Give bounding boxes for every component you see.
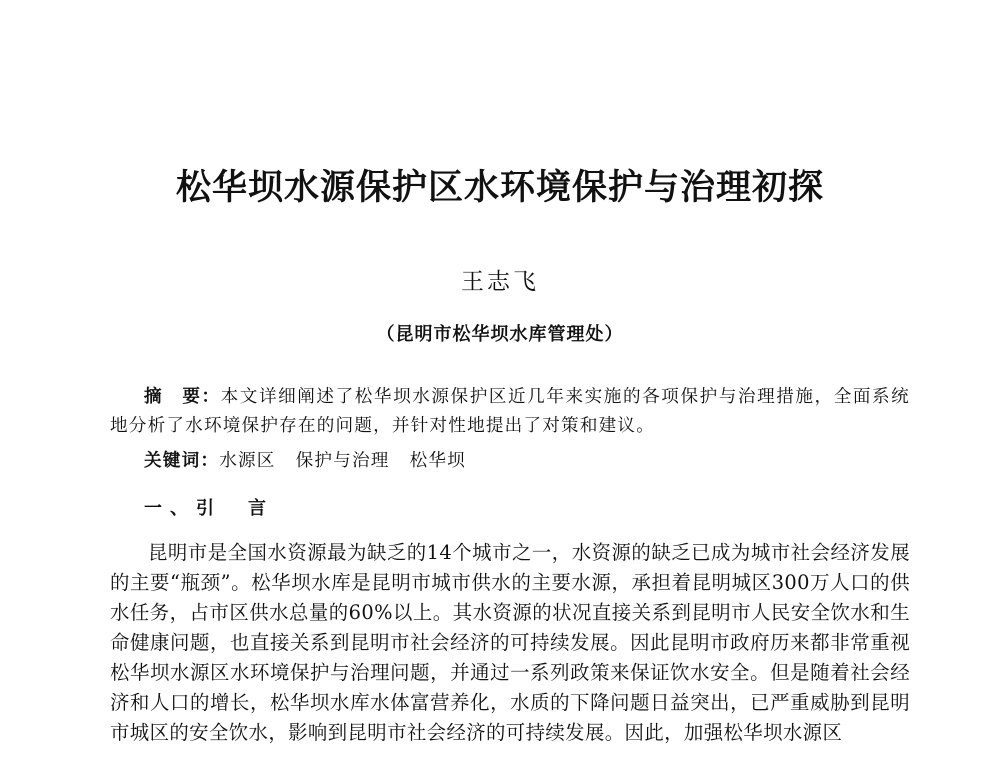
abstract-label: 摘 要： (144, 387, 221, 407)
keywords (144, 447, 486, 472)
section-heading: 一、引 言 (144, 498, 274, 519)
author-affiliation: （昆明市松华坝水库管理处） (376, 324, 624, 345)
paper-title: 松华坝水源保护区水环境保护与治理初探 (175, 167, 824, 208)
abstract-text: 本文详细阐述了松华坝水源保护区近几年来实施的各项保护与治理措施，全面系统地分析了水环境保护存在的问题，并针对性地提出了对策和建议。 (110, 387, 910, 436)
keyword: 保护与治理 (295, 451, 390, 471)
body-paragraph: 昆明市是全国水资源最为缺乏的14个城市之一，水资源的缺乏已成为城市社会经济发展的主要“瓶颈”。松华坝水库是昆明市城市供水的主要水源，承担着昆明城区300万人口的供水任务，占市区供水总量的60%以上。其水资源的状况直接关系到昆明市人民安全饮水和生命健康问题，也直接关系到昆明市社会经济的可持续发展。因此昆明市政府历来都非常重视松华坝水源区水环境保护与治理问题，并通过一系列政策来保证饮水安全。但是随着社会经济和人口的增长，松华坝水库水体富营养化，水质的下降问题日益突出，已严重威胁到昆明市城区的安全饮水，影响到昆明市社会经济的可持续发展。因此，加强松华坝水源区 (110, 541, 910, 744)
author-name: 王志飞 (461, 269, 539, 295)
keyword: 松华坝 (409, 451, 466, 471)
keywords-label: 关键词： (144, 451, 220, 471)
abstract (110, 383, 910, 441)
keyword: 水源区 (219, 451, 276, 471)
